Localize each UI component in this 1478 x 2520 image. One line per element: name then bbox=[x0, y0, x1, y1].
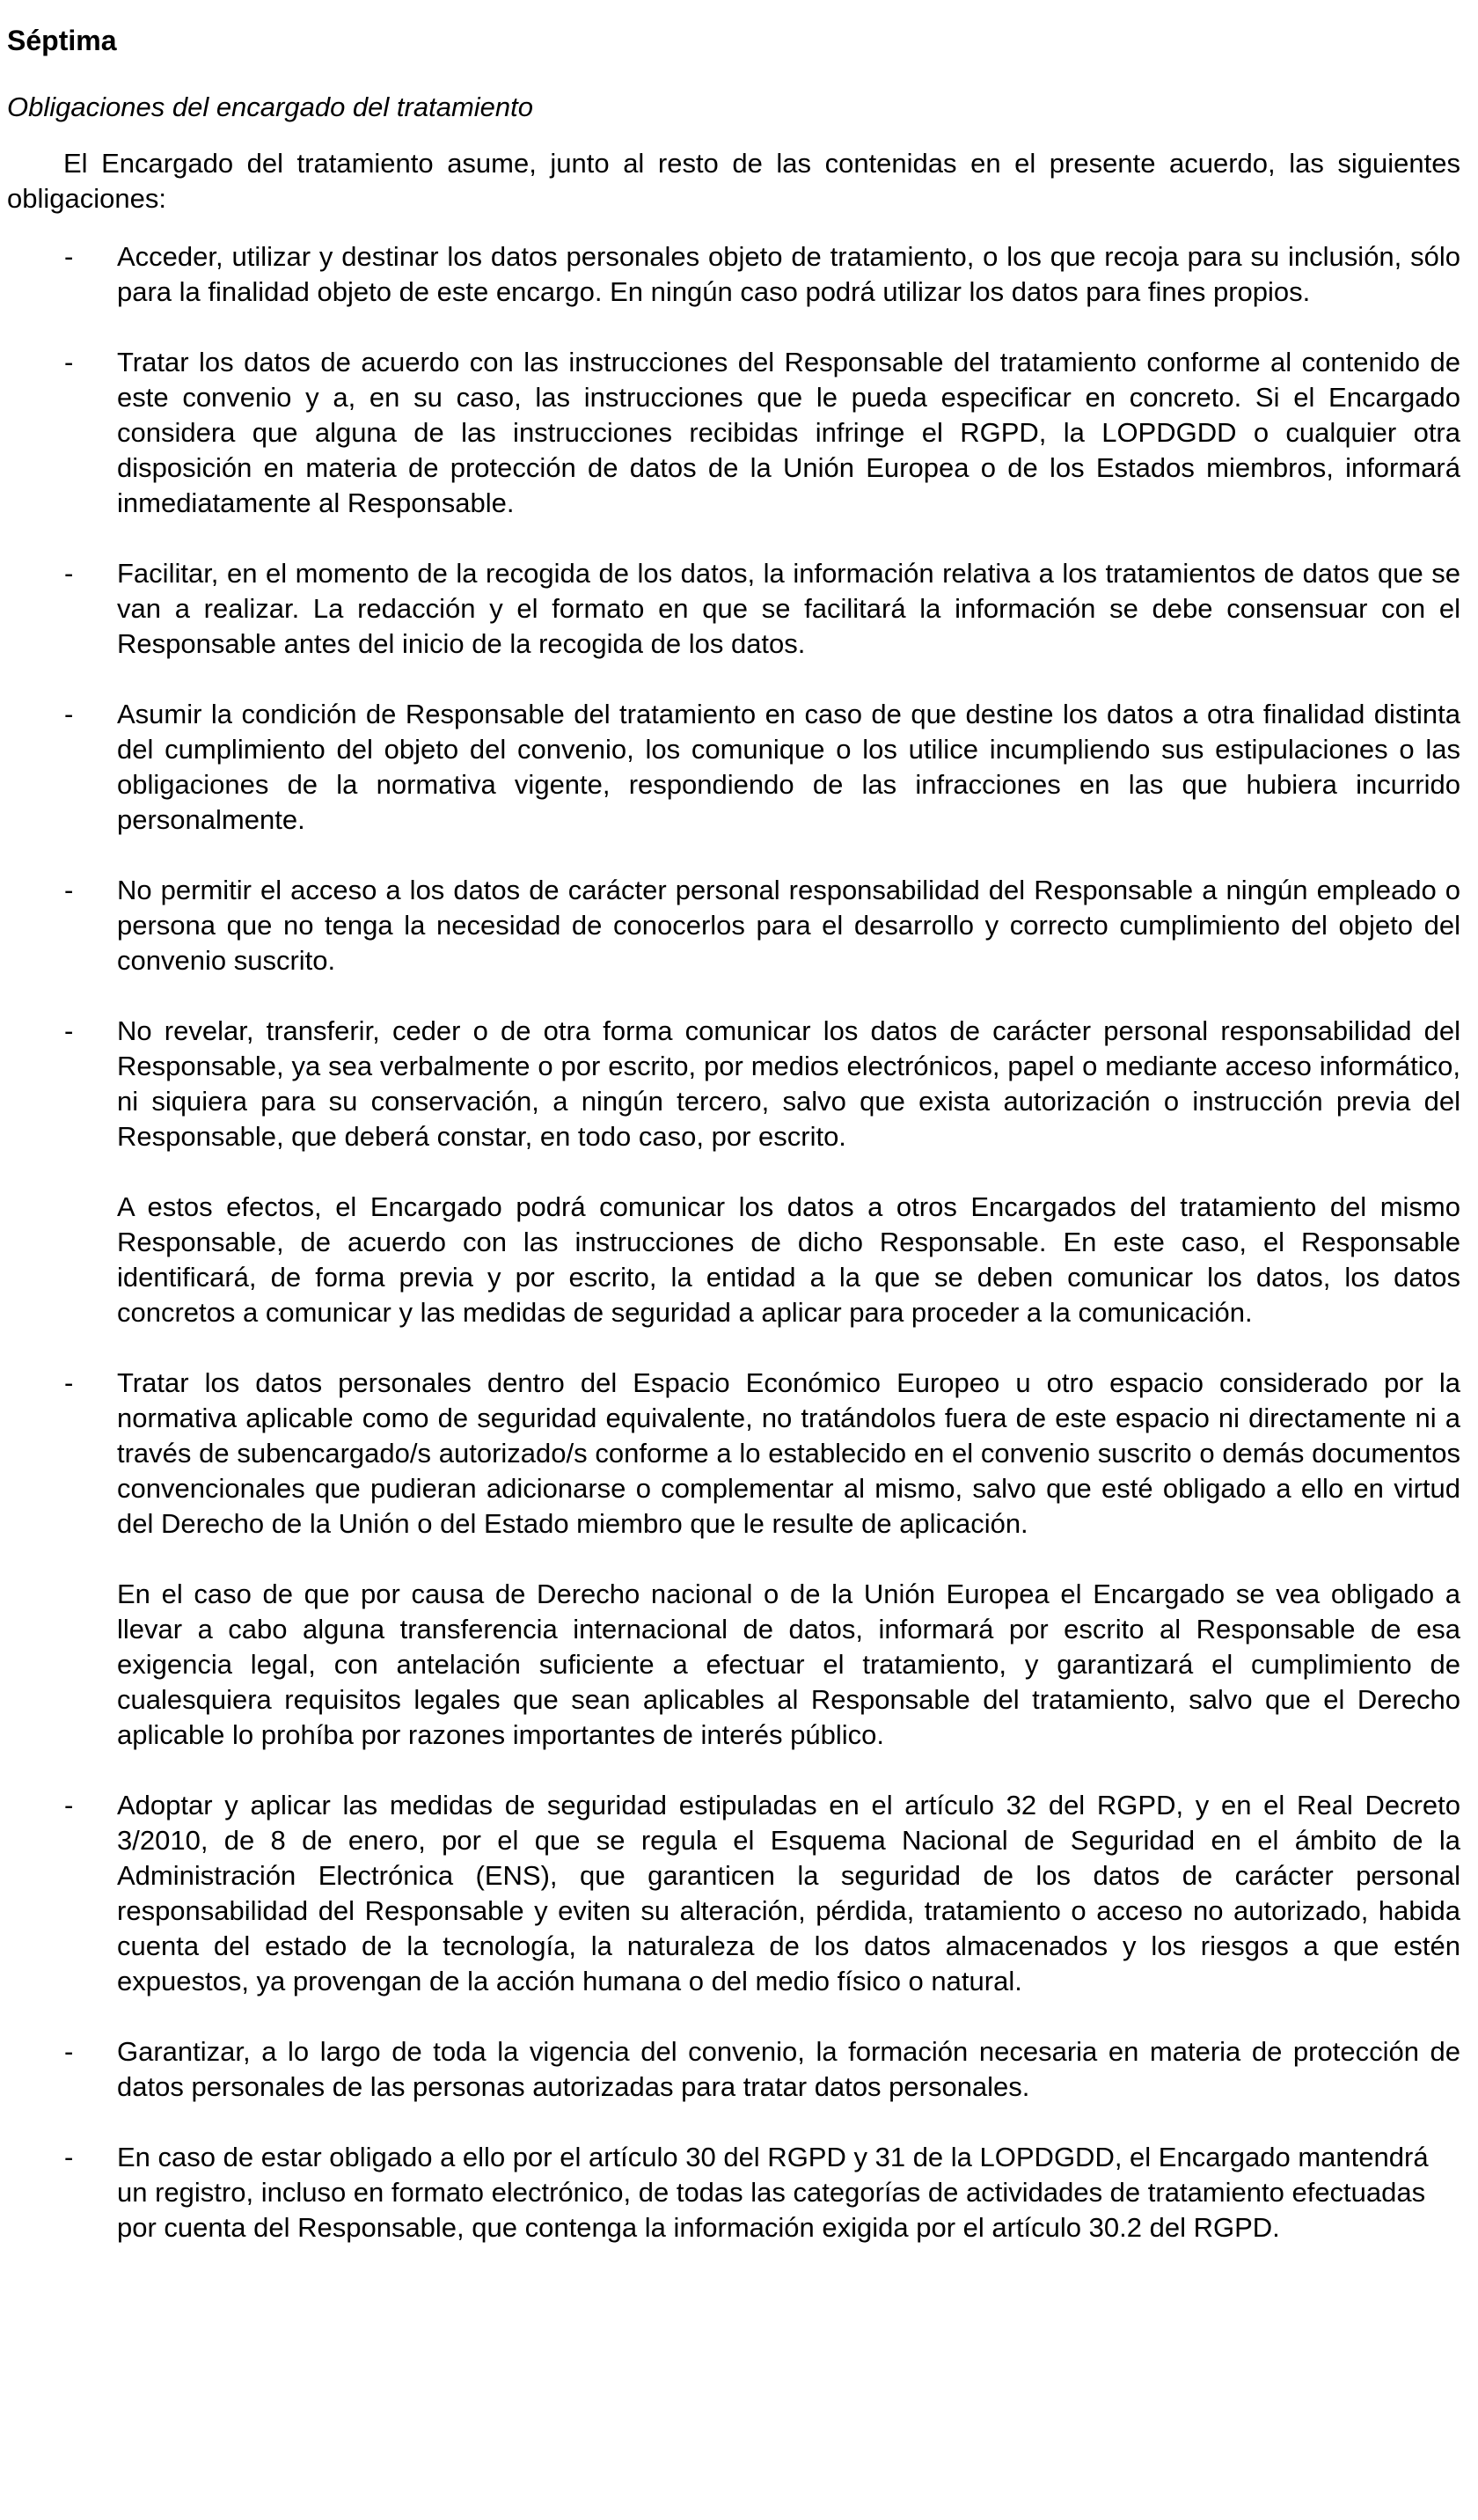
obligations-list bbox=[7, 239, 1460, 2245]
list-item bbox=[7, 239, 1460, 310]
bullet-dash-marker: - bbox=[64, 347, 74, 377]
list-item-paragraph: No revelar, transferir, ceder o de otra forma comunicar los datos de carácter personal responsabilidad del Responsable, ya sea verbalmente o por escrito, por medios electrónicos, papel o mediante acceso informático, ni siquiera para su conservación, a ningún tercero, salvo que exista autorización o instrucción previa del Responsable, que deberá constar, en todo caso, por escrito. bbox=[117, 1015, 1460, 1152]
list-item-paragraph: Facilitar, en el momento de la recogida de los datos, la información relativa a los tratamientos de datos que se van a realizar. La redacción y el formato en que se facilitará la información se debe consensuar con el Responsable antes del inicio de la recogida de los datos. bbox=[117, 558, 1460, 659]
bullet-dash-marker: - bbox=[64, 1367, 74, 1398]
list-item bbox=[7, 345, 1460, 521]
list-item-body bbox=[117, 556, 1460, 662]
section-subtitle: Obligaciones del encargado del tratamiento bbox=[7, 92, 533, 122]
list-item-paragraph: Tratar los datos de acuerdo con las instrucciones del Responsable del tratamiento conforme al contenido de este convenio y a, en su caso, las instrucciones que le pueda especificar en concreto. Si el Encargado considera que alguna de las instrucciones recibidas infringe el RGPD, la LOPDGDD o cualquier otra disposición en materia de protección de datos de la Unión Europea o de los Estados miembros, informará inmediatamente al Responsable. bbox=[117, 347, 1460, 518]
list-item-paragraph: A estos efectos, el Encargado podrá comunicar los datos a otros Encargados del tratamiento del mismo Responsable, de acuerdo con las instrucciones de dicho Responsable. En este caso, el Responsable identificará, de forma previa y por escrito, la entidad a la que se deben comunicar los datos, los datos concretos a comunicar y las medidas de seguridad a aplicar para proceder a la comunicación. bbox=[117, 1191, 1460, 1328]
bullet-dash-marker: - bbox=[64, 2036, 74, 2067]
list-item-paragraph: No permitir el acceso a los datos de carácter personal responsabilidad del Responsable a ningún empleado o persona que no tenga la necesidad de conocerlos para el desarrollo y correcto cumplimiento del objeto del convenio suscrito. bbox=[117, 875, 1460, 976]
list-item-body bbox=[117, 873, 1460, 978]
list-item-body bbox=[117, 697, 1460, 838]
list-item bbox=[7, 873, 1460, 978]
list-item-body bbox=[117, 1788, 1460, 1999]
list-item-paragraph: En el caso de que por causa de Derecho nacional o de la Unión Europea el Encargado se vea obligado a llevar a cabo alguna transferencia internacional de datos, informará por escrito al Responsable de esa exigencia legal, con antelación suficiente a efectuar el tratamiento, y garantizará el cumplimiento de cualesquiera requisitos legales que sean aplicables al Responsable del tratamiento, salvo que el Derecho aplicable lo prohíba por razones importantes de interés público. bbox=[117, 1579, 1460, 1750]
list-item bbox=[7, 2034, 1460, 2105]
list-item bbox=[7, 1366, 1460, 1753]
list-item bbox=[7, 2140, 1460, 2245]
list-item-body bbox=[117, 345, 1460, 521]
bullet-dash-marker: - bbox=[64, 2142, 74, 2172]
bullet-dash-marker: - bbox=[64, 558, 74, 589]
list-item-paragraph: Tratar los datos personales dentro del Espacio Económico Europeo u otro espacio considerado por la normativa aplicable como de seguridad equivalente, no tratándolos fuera de este espacio ni directamente ni a través de subencargado/s autorizado/s conforme a lo establecido en el convenio suscrito o demás documentos convencionales que pudieran adicionarse o complementar al mismo, salvo que esté obligado a ello en virtud del Derecho de la Unión o del Estado miembro que le resulte de aplicación. bbox=[117, 1367, 1460, 1539]
list-item bbox=[7, 697, 1460, 838]
bullet-dash-marker: - bbox=[64, 1790, 74, 1820]
section-heading: Séptima bbox=[7, 25, 117, 56]
list-item-paragraph: En caso de estar obligado a ello por el artículo 30 del RGPD y 31 de la LOPDGDD, el Encargado mantendrá un registro, incluso en formato electrónico, de todas las categorías de actividades de tratamiento efectuadas por cuenta del Responsable, que contenga la información exigida por el artículo 30.2 del RGPD. bbox=[117, 2142, 1429, 2243]
bullet-dash-marker: - bbox=[64, 241, 74, 272]
list-item bbox=[7, 1788, 1460, 1999]
list-item-body bbox=[117, 2140, 1460, 2245]
list-item bbox=[7, 556, 1460, 662]
intro-paragraph: El Encargado del tratamiento asume, junto al resto de las contenidas en el presente acuerdo, las siguientes obligaciones: bbox=[7, 148, 1460, 214]
list-item-body bbox=[117, 239, 1460, 310]
list-item-body bbox=[117, 2034, 1460, 2105]
list-item-paragraph: Acceder, utilizar y destinar los datos personales objeto de tratamiento, o los que recoja para su inclusión, sólo para la finalidad objeto de este encargo. En ningún caso podrá utilizar los datos para fines propios. bbox=[117, 241, 1460, 307]
list-item-body bbox=[117, 1014, 1460, 1330]
bullet-dash-marker: - bbox=[64, 875, 74, 905]
list-item-body bbox=[117, 1366, 1460, 1753]
list-item-paragraph: Adoptar y aplicar las medidas de seguridad estipuladas en el artículo 32 del RGPD, y en el Real Decreto 3/2010, de 8 de enero, por el que se regula el Esquema Nacional de Seguridad en el ámbito de la Administración Electrónica (ENS), que garanticen la seguridad de los datos de carácter personal responsabilidad del Responsable y eviten su alteración, pérdida, tratamiento o acceso no autorizado, habida cuenta del estado de la tecnología, la naturaleza de los datos almacenados y los riesgos a que estén expuestos, ya provengan de la acción humana o del medio físico o natural. bbox=[117, 1790, 1460, 1996]
bullet-dash-marker: - bbox=[64, 1015, 74, 1046]
list-item bbox=[7, 1014, 1460, 1330]
list-item-paragraph: Asumir la condición de Responsable del tratamiento en caso de que destine los datos a otra finalidad distinta del cumplimiento del objeto del convenio, los comunique o los utilice incumpliendo sus estipulaciones o las obligaciones de la normativa vigente, respondiendo de las infracciones en las que hubiera incurrido personalmente. bbox=[117, 699, 1460, 835]
bullet-dash-marker: - bbox=[64, 699, 74, 729]
list-item-paragraph: Garantizar, a lo largo de toda la vigencia del convenio, la formación necesaria en materia de protección de datos personales de las personas autorizadas para tratar datos personales. bbox=[117, 2036, 1460, 2102]
